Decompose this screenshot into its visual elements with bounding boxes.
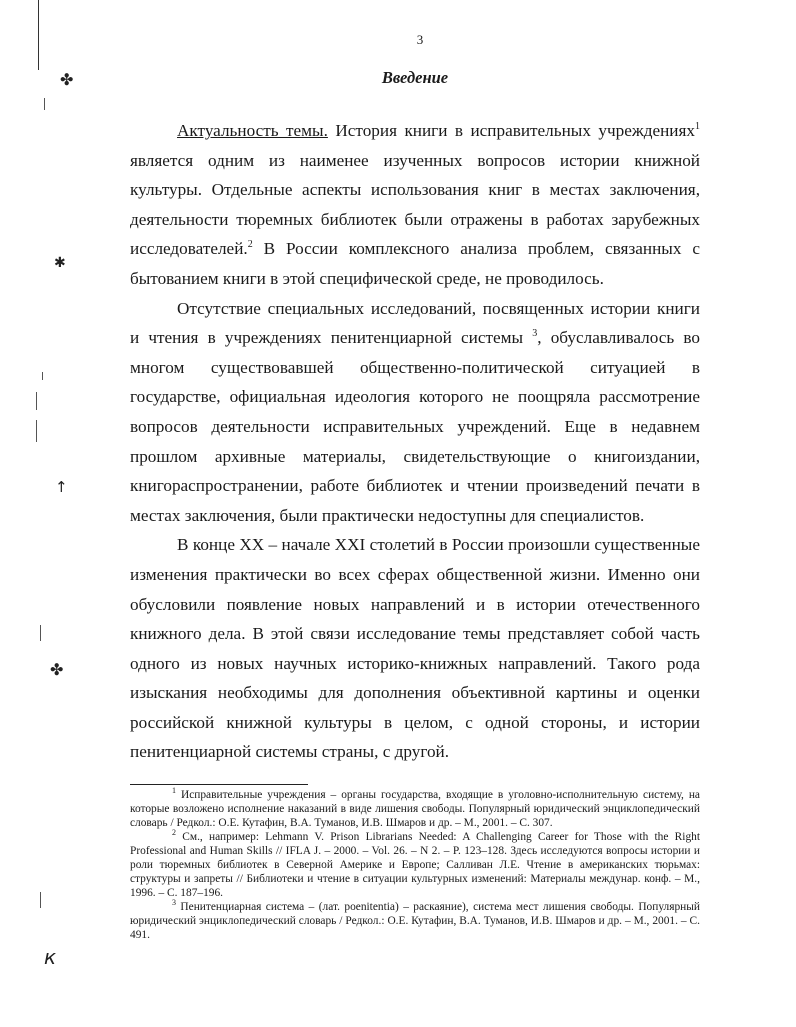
section-heading: Введение <box>381 68 449 87</box>
lead-phrase: Актуальность темы. <box>177 121 328 140</box>
paragraph-3 <box>130 530 700 767</box>
paragraph-1 <box>130 116 700 294</box>
paragraph-text: В конце XX – начале XXI столетий в России произошли существенные изменения практически во всех сферах общественной жизни. Именно они обусловили появление новых направлений и в истории отечественного книжного дела. В этой связи исследование темы представляет собой часть одного из новых научных историко-книжных направлений. Такого рода изыскания необходимы для дополнения объективной картины и оценки российской книжной культуры в целом, с одной стороны, и истории пенитенциарной системы страны, с другой. <box>130 535 700 762</box>
footnote-text: Пенитенциарная система – (лат. poenitentia) – раскаяние), система мест лишения свободы. Популярный юридический энциклопедический словарь / Редкол.: О.Е. Кутафин, В.А. Туманов, И.В. Шмаров и др. – М., 2001. – С. 491. <box>130 901 700 941</box>
margin-dash <box>42 372 43 380</box>
footnote <box>130 900 700 942</box>
margin-dash <box>36 392 37 410</box>
margin-mark-3: ↑ <box>55 478 68 496</box>
margin-dash <box>36 420 37 442</box>
paragraph-text: является одним из наименее изученных вопросов истории книжной культуры. Отдельные аспекты использования книг в местах заключения, деятельности тюремных библиотек были отражены в работах зарубежных исследователей. <box>130 150 700 259</box>
footnote-text: Исправительные учреждения – органы государства, входящие в уголовно-исполнительную систему, на которые возложено исполнение наказаний в виде лишения свободы. Популярный юридический энциклопедический словарь / Редкол.: О.Е. Кутафин, В.А. Туманов, И.В. Шмаров и др. – М., 2001. – С. 307. <box>130 789 700 829</box>
footnote-text: См., например: Lehmann V. Prison Librarians Needed: A Challenging Career for Those with the Right Professional and Human Skills // IFLA J. – 2000. – Vol. 26. – N 2. – P. 123–128. Здесь исследуются вопросы истории и роли тюремных библиотек в Северной Америке и Европе; Салливан Л.Е. Чтение в американских тюрьмах: структуры и запреты // Библиотеки и чтение в ситуации культурных изменений: Материалы междунар. конф. – М., 1996. – С. 187–196. <box>130 831 700 899</box>
footnotes <box>130 788 700 942</box>
margin-dash <box>44 98 45 110</box>
margin-line <box>38 0 39 70</box>
footnote-ref: 2 <box>247 239 253 251</box>
footnote-ref: 1 <box>694 121 700 132</box>
paragraph-text: В России комплексного анализа проблем, связанных с бытованием книги в этой специфической среде, не проводилось. <box>130 239 700 288</box>
paragraph-text: , обуславливалось во многом существовавшей общественно-политической ситуацией в государстве, официальная идеология которого не поощряла рассмотрение вопросов деятельности исправительных учреждений. Еще в недавнем прошлом архивные материалы, свидетельствующие о книгоиздании, книгораспространении, работе библиотек и чтении произведений печати в местах заключения, были практически недоступны для специалистов. <box>130 328 700 525</box>
footnote <box>130 830 700 900</box>
paragraph-2 <box>130 294 700 531</box>
margin-dash <box>40 892 41 908</box>
footnote-number: 3 <box>172 898 176 907</box>
margin-mark-5: к <box>44 945 57 969</box>
footnote <box>130 788 700 830</box>
paragraph-text: История книги в исправительных учреждениях <box>327 121 695 140</box>
page-number: 3 <box>416 32 424 47</box>
body-text <box>130 116 700 767</box>
margin-mark-4: ✤ <box>50 660 64 679</box>
footnote-divider <box>130 784 308 785</box>
margin-mark-1: ✤ <box>60 70 74 89</box>
margin-dash <box>40 625 41 641</box>
margin-mark-2: ✱ <box>54 255 66 271</box>
paragraph-text: Отсутствие специальных исследований, посвященных истории книги и чтения в учреждениях пенитенциарной системы <box>130 298 700 348</box>
footnote-number: 1 <box>172 786 176 795</box>
footnote-ref: 3 <box>532 328 538 340</box>
footnote-number: 2 <box>172 828 176 837</box>
